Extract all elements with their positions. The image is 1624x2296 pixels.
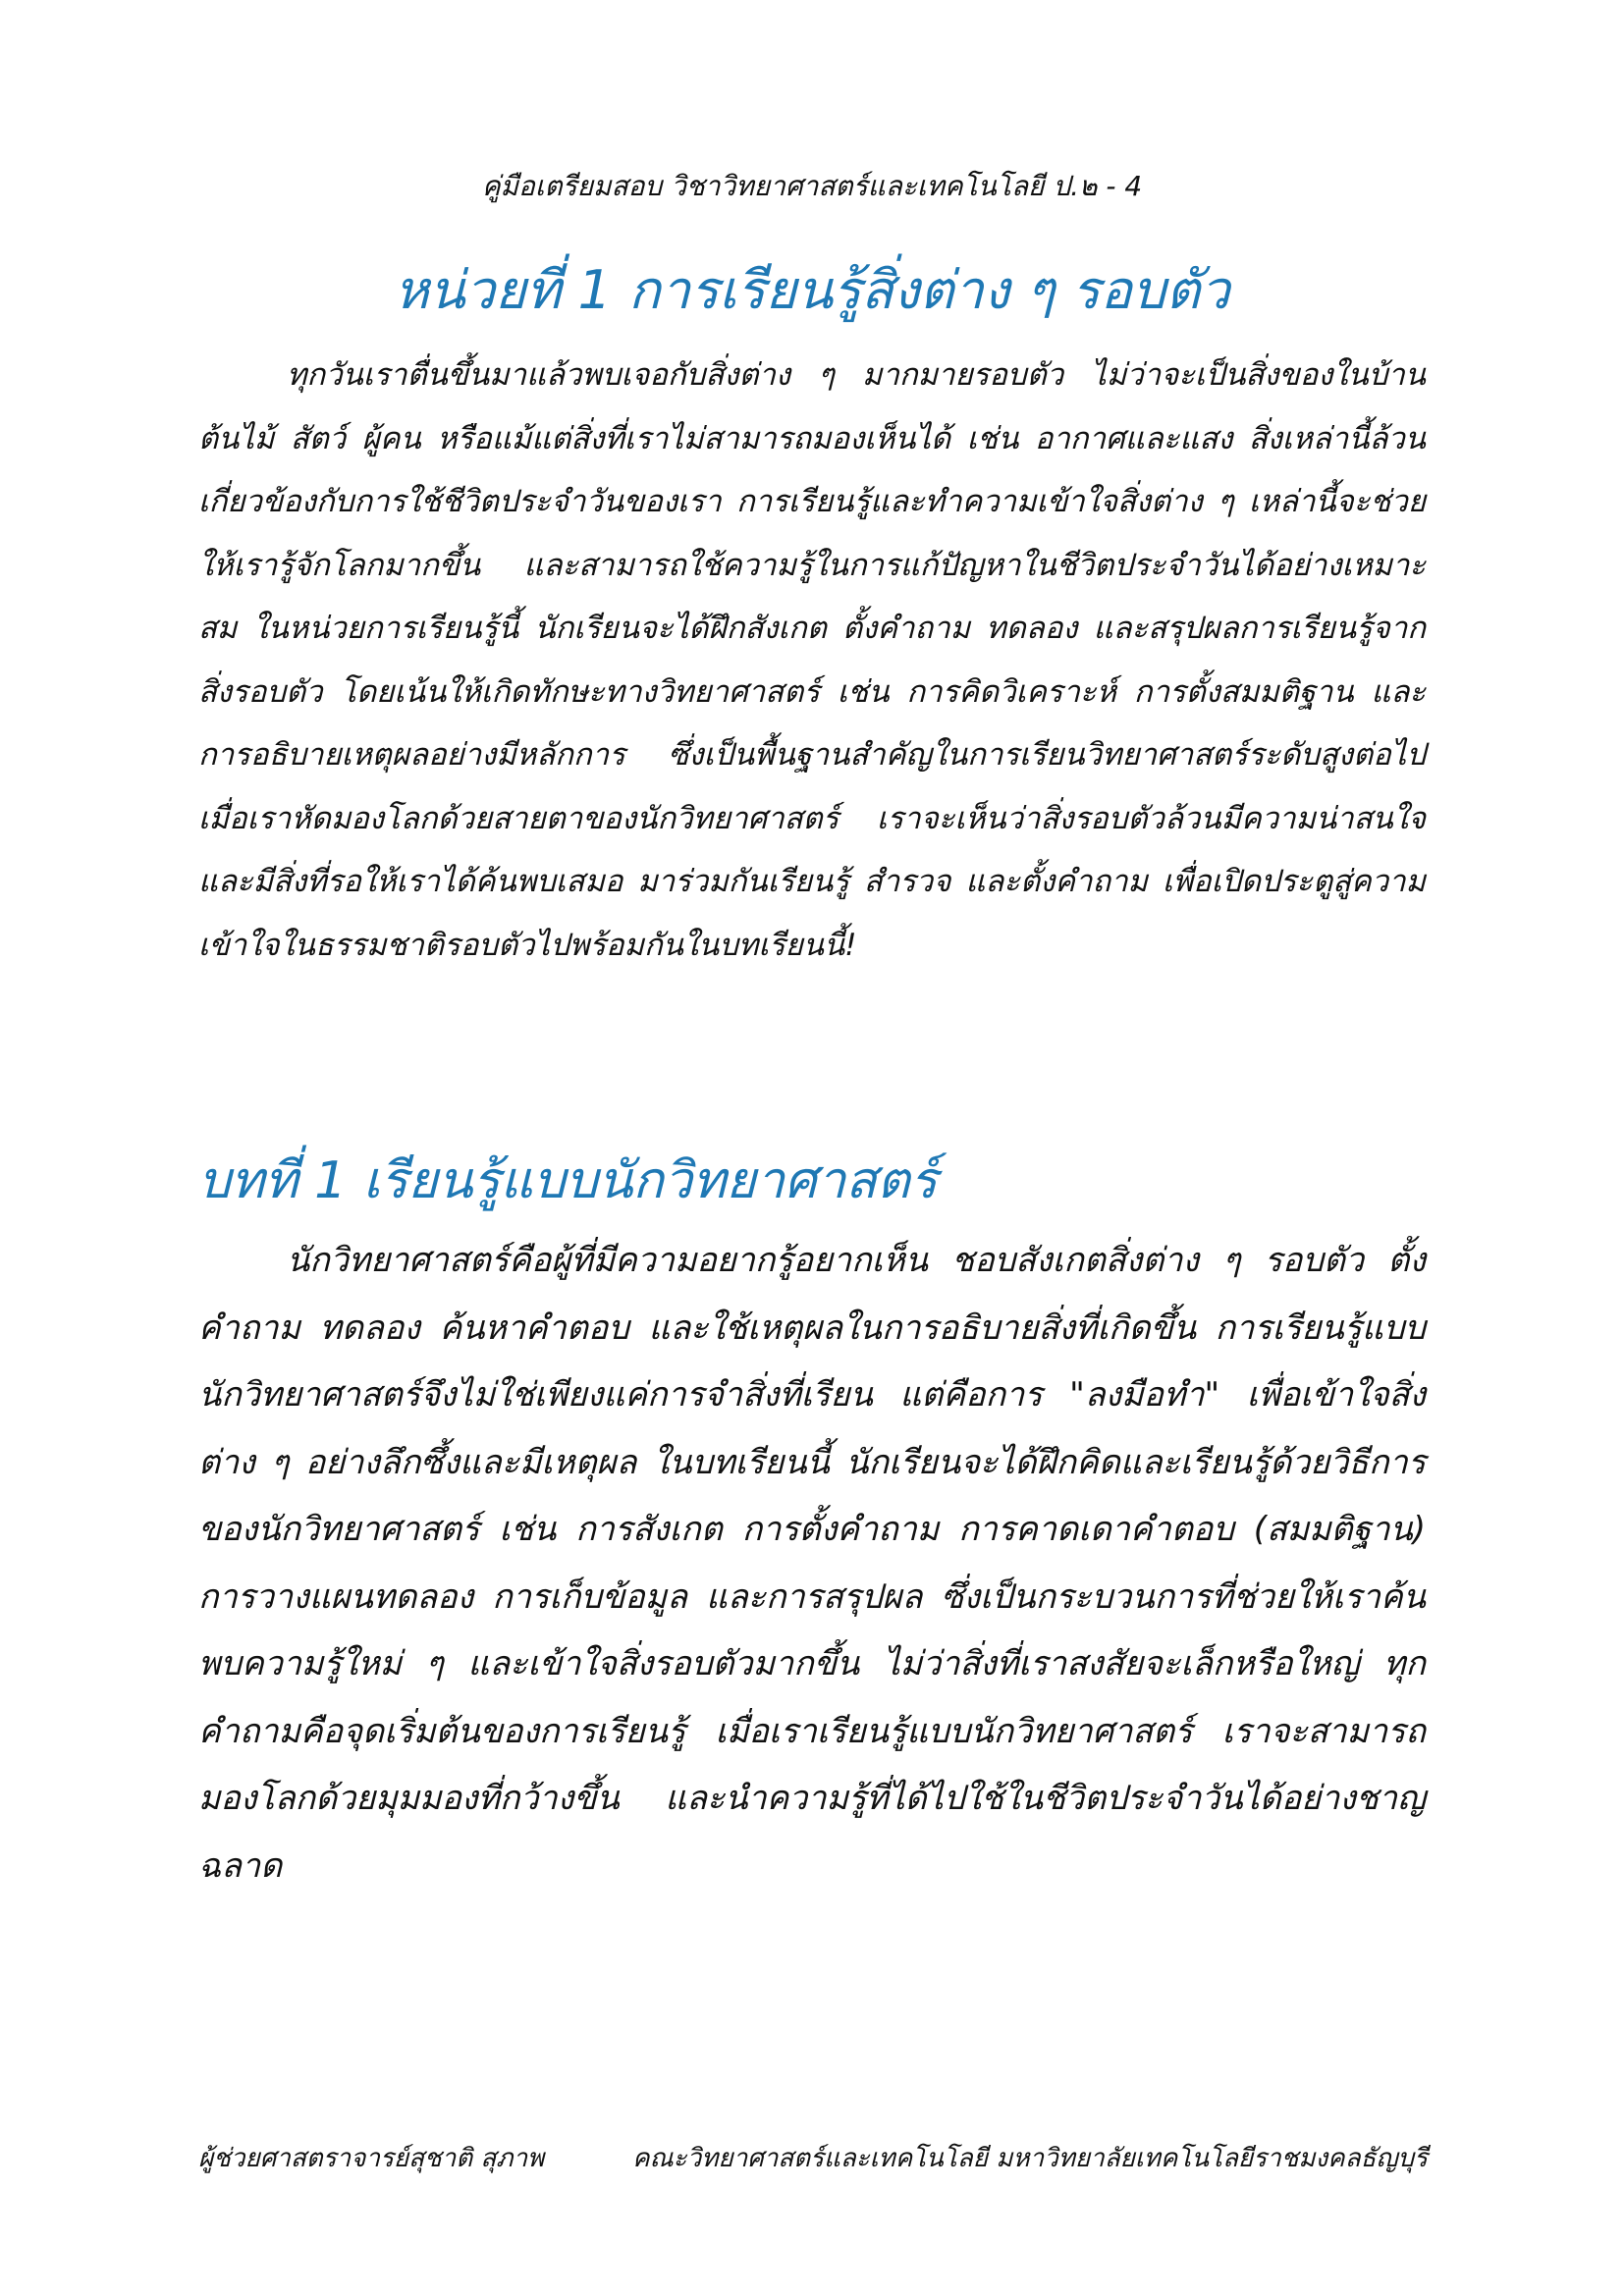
chapter-title: บทที่ 1 เรียนรู้แบบนักวิทยาศาสตร์: [198, 1151, 938, 1210]
chapter-intro-text: นักวิทยาศาสตร์คือผู้ที่มีความอยากรู้อยากเห็น ชอบสังเกตสิ่งต่าง ๆ รอบตัว ตั้งคำถาม ทดลอง ค้นหาคำตอบ และใช้เหตุผลในการอธิบายสิ่งที่เกิดขึ้น การเรียนรู้แบบนักวิทยาศาสตร์จึงไม่ใช่เพียงแค่การจำสิ่งที่เรียน แต่คือการ "ลงมือทำ" เพื่อเข้าใจสิ่งต่าง ๆ อย่างลึกซึ้งและมีเหตุผล ในบทเรียนนี้ นักเรียนจะได้ฝึกคิดและเรียนรู้ด้วยวิธีการของนักวิทยาศาสตร์ เช่น การสังเกต การตั้งคำถาม การคาดเดาคำตอบ (สมมติฐาน) การวางแผนทดลอง การเก็บข้อมูล และการสรุปผล ซึ่งเป็นกระบวนการที่ช่วยให้เราค้นพบความรู้ใหม่ ๆ และเข้าใจสิ่งรอบตัวมากขึ้น ไม่ว่าสิ่งที่เราสงสัยจะเล็กหรือใหญ่ ทุกคำถามคือจุดเริ่มต้นของการเรียนรู้ เมื่อเราเรียนรู้แบบนักวิทยาศาสตร์ เราจะสามารถมองโลกด้วยมุมมองที่กว้างขึ้น และนำความรู้ที่ได้ไปใช้ในชีวิตประจำวันได้อย่างชาญฉลาด: [198, 1241, 1426, 1886]
footer-affiliation: คณะวิทยาศาสตร์และเทคโนโลยี มหาวิทยาลัยเทคโนโลยีราชมงคลธัญบุรี: [632, 2144, 1428, 2173]
unit-intro-paragraph: [198, 344, 1426, 977]
unit-title: หน่วยที่ 1 การเรียนรู้สิ่งต่าง ๆ รอบตัว: [394, 259, 1230, 321]
running-header: คู่มือเตรียมสอบ วิชาวิทยาศาสตร์และเทคโนโลยี ป.๒ - 4: [481, 170, 1143, 202]
chapter-intro-paragraph: [198, 1227, 1426, 1899]
unit-intro-text: ทุกวันเราตื่นขึ้นมาแล้วพบเจอกับสิ่งต่าง ๆ มากมายรอบตัว ไม่ว่าจะเป็นสิ่งของในบ้าน ต้นไม้ สัตว์ ผู้คน หรือแม้แต่สิ่งที่เราไม่สามารถมองเห็นได้ เช่น อากาศและแสง สิ่งเหล่านี้ล้วนเกี่ยวข้องกับการใช้ชีวิตประจำวันของเรา การเรียนรู้และทำความเข้าใจสิ่งต่าง ๆ เหล่านี้จะช่วยให้เรารู้จักโลกมากขึ้น และสามารถใช้ความรู้ในการแก้ปัญหาในชีวิตประจำวันได้อย่างเหมาะสม ในหน่วยการเรียนรู้นี้ นักเรียนจะได้ฝึกสังเกต ตั้งคำถาม ทดลอง และสรุปผลการเรียนรู้จากสิ่งรอบตัว โดยเน้นให้เกิดทักษะทางวิทยาศาสตร์ เช่น การคิดวิเคราะห์ การตั้งสมมติฐาน และการอธิบายเหตุผลอย่างมีหลักการ ซึ่งเป็นพื้นฐานสำคัญในการเรียนวิทยาศาสตร์ระดับสูงต่อไป เมื่อเราหัดมองโลกด้วยสายตาของนักวิทยาศาสตร์ เราจะเห็นว่าสิ่งรอบตัวล้วนมีความน่าสนใจและมีสิ่งที่รอให้เราได้ค้นพบเสมอ มาร่วมกันเรียนรู้ สำรวจ และตั้งคำถาม เพื่อเปิดประตูสู่ความเข้าใจในธรรมชาติรอบตัวไปพร้อมกันในบทเรียนนี้!: [198, 357, 1426, 963]
footer-author: ผู้ช่วยศาสตราจารย์สุชาติ สุภาพ: [198, 2144, 545, 2173]
